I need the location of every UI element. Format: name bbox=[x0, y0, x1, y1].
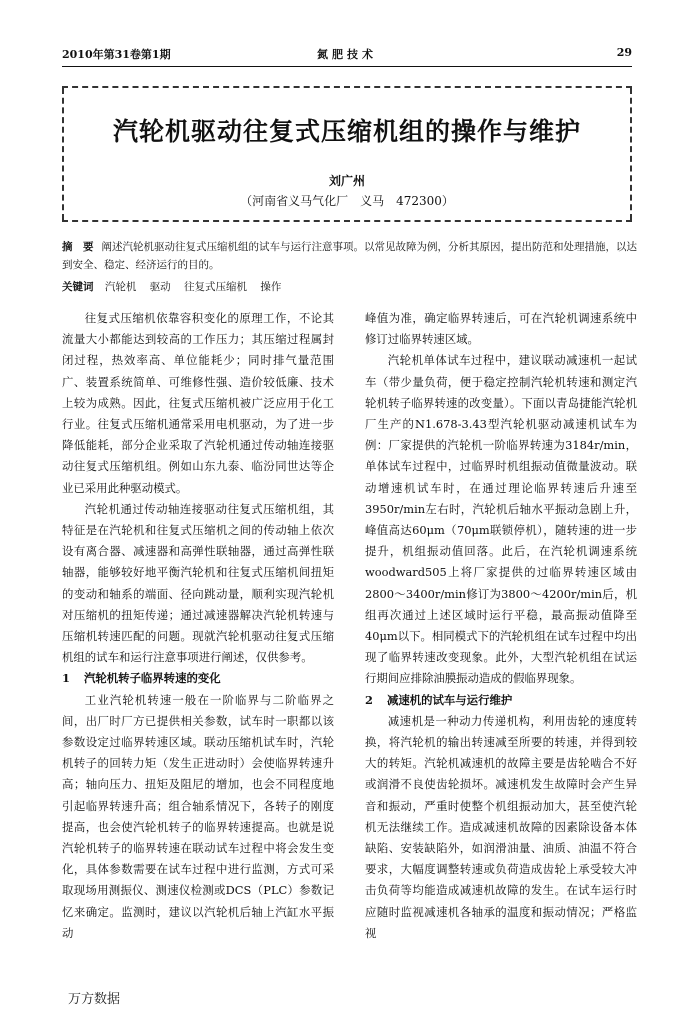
keyword: 往复式压缩机 bbox=[184, 281, 248, 293]
paragraph: 汽轮机通过传动轴连接驱动往复式压缩机组，其特征是在汽轮机和往复式压缩机之间的传动轴上依次设有离合器、减速器和高弹性联轴器，通过高弹性联轴器，能够较好地平衡汽轮机和往复式压缩机间扭矩的变动和轴系的端面、径向跳动量，顺利实现汽轮机对压缩机的扭矩传递；通过减速器解决汽轮机转速与压缩机转速匹配的问题。现就汽轮机驱动往复式压缩机组的试车和运行注意事项进行阐述，仅供参考。 bbox=[62, 501, 334, 665]
paragraph: 工业汽轮机转速一般在一阶临界与二阶临界之间，出厂时厂方已提供相关参数，试车时一职都以该参数设定过临界转速区域。联动压缩机试车时，汽轮机转子的回转力矩（发生正进动时）会使临界转速升高；轴向压力、扭矩及阻尼的增加，也会不同程度地引起临界转速升高；组合轴系情况下，各转子的刚度提高，也会使汽轮机转子的临界转速提高。也就是说汽轮机转子的临界转速在联动试车过程中将会发生变化，具体参数需要在试车过程中进行监测，方式可采取现场用测振仪、测速仪检测或DCS（PLC）参数记忆来确定。监测时，建议以汽轮机后轴上汽缸水平振动 bbox=[62, 692, 334, 940]
journal-name: 氮肥技术 bbox=[317, 48, 377, 61]
paragraph: 减速机是一种动力传递机构，利用齿轮的速度转换，将汽轮机的输出转速减至所要的转速，并得到较大的转矩。汽轮机减速机的故障主要是齿轮啮合不好或润滑不良使齿轮损坏。减速机发生故障时会产生异音和振动，严重时使整个机组振动加大，甚至使汽轮机无法继续工作。造成减速机故障的因素除设备本体缺陷、安装缺陷外，如润滑油量、油质、油温不符合要求，大幅度调整转速或负荷造成齿轮上承受较大冲击负荷等均能造成减速机故障的发生。在试车运行时应随时监视减速机各轴承的温度和振动情况；严格监视 bbox=[365, 713, 637, 940]
header-rule bbox=[62, 66, 632, 67]
issue-info: 2010年第31卷第1期 bbox=[62, 48, 171, 61]
right-column bbox=[365, 308, 637, 944]
abstract-text: 阐述汽轮机驱动往复式压缩机组的试车与运行注意事项。以常见故障为例，分析其原因，提出防范和处理措施，以达到安全、稳定、经济运行的目的。 bbox=[62, 241, 637, 271]
paragraph: 峰值为准，确定临界转速后，可在汽轮机调速系统中修订过临界转速区域。 bbox=[365, 311, 637, 347]
keywords-label: 关键词 bbox=[62, 281, 94, 293]
abstract bbox=[62, 238, 637, 274]
paragraph: 往复式压缩机依靠容积变化的原理工作，不论其流量大小都能达到较高的工作压力；其压缩过程属封闭过程，热效率高、单位能耗少；同时排气量范围广、装置系统简单、可维修性强、造价较低廉、技术上较为成熟。因此，往复式压缩机被广泛应用于化工行业。往复式压缩机通常采用电机驱动，为了进一步降低能耗，部分企业采取了汽轮机通过传动轴连接驱动往复式压缩机组。例如山东九泰、临汾同世达等企业已采用此种驱动模式。 bbox=[62, 311, 334, 495]
article-title: 汽轮机驱动往复式压缩机组的操作与维护 bbox=[112, 117, 581, 146]
keywords bbox=[62, 278, 637, 296]
abstract-label: 摘 要 bbox=[62, 241, 94, 253]
watermark: 万方数据 bbox=[68, 992, 121, 1007]
paragraph: 汽轮机单体试车过程中，建议联动减速机一起试车（带少量负荷，便于稳定控制汽轮机转速和测定汽轮机转子临界转速的改变量）。下面以青岛捷能汽轮机厂生产的N1.678-3.43型汽轮机驱动减速机试车为例：厂家提供的汽轮机一阶临界转速为3184r/min，单体试车过程中，过临界时机组振动值微量波动。联动增速机试车时，在通过理论临界转速后升速至3950r/min左右时，汽轮机后轴水平振动急剧上升，峰值高达60μm（70μm联锁停机），随转速的进一步提升，机组振动值回落。此后，在汽轮机调速系统woodward505上将厂家提供的过临界转速区域由2800～3400r/min修订为3800～4200r/min后，机组再次通过上述区域时运行平稳，最高振动值降至40μm以下。相同模式下的汽轮机组在试车过程中均出现了临界转速改变现象。此外，大型汽轮机组在试运行期间应排除油膜振动造成的假临界现象。 bbox=[365, 353, 637, 686]
keyword: 操作 bbox=[260, 281, 282, 293]
section-number: 1 bbox=[62, 671, 70, 686]
running-head bbox=[62, 46, 632, 64]
section-title: 汽轮机转子临界转速的变化 bbox=[83, 671, 221, 686]
section-number: 2 bbox=[365, 692, 373, 707]
keyword: 汽轮机 bbox=[104, 281, 137, 293]
author-name: 刘广州 bbox=[328, 174, 365, 188]
keyword: 驱动 bbox=[149, 281, 171, 293]
title-frame bbox=[62, 86, 632, 222]
page-number: 29 bbox=[616, 46, 632, 59]
left-column bbox=[62, 308, 334, 944]
author-affiliation: （河南省义马气化厂 义马 472300） bbox=[240, 194, 454, 208]
section-heading bbox=[365, 690, 637, 711]
section-heading bbox=[62, 668, 334, 689]
section-title: 减速机的试车与运行维护 bbox=[386, 692, 513, 707]
